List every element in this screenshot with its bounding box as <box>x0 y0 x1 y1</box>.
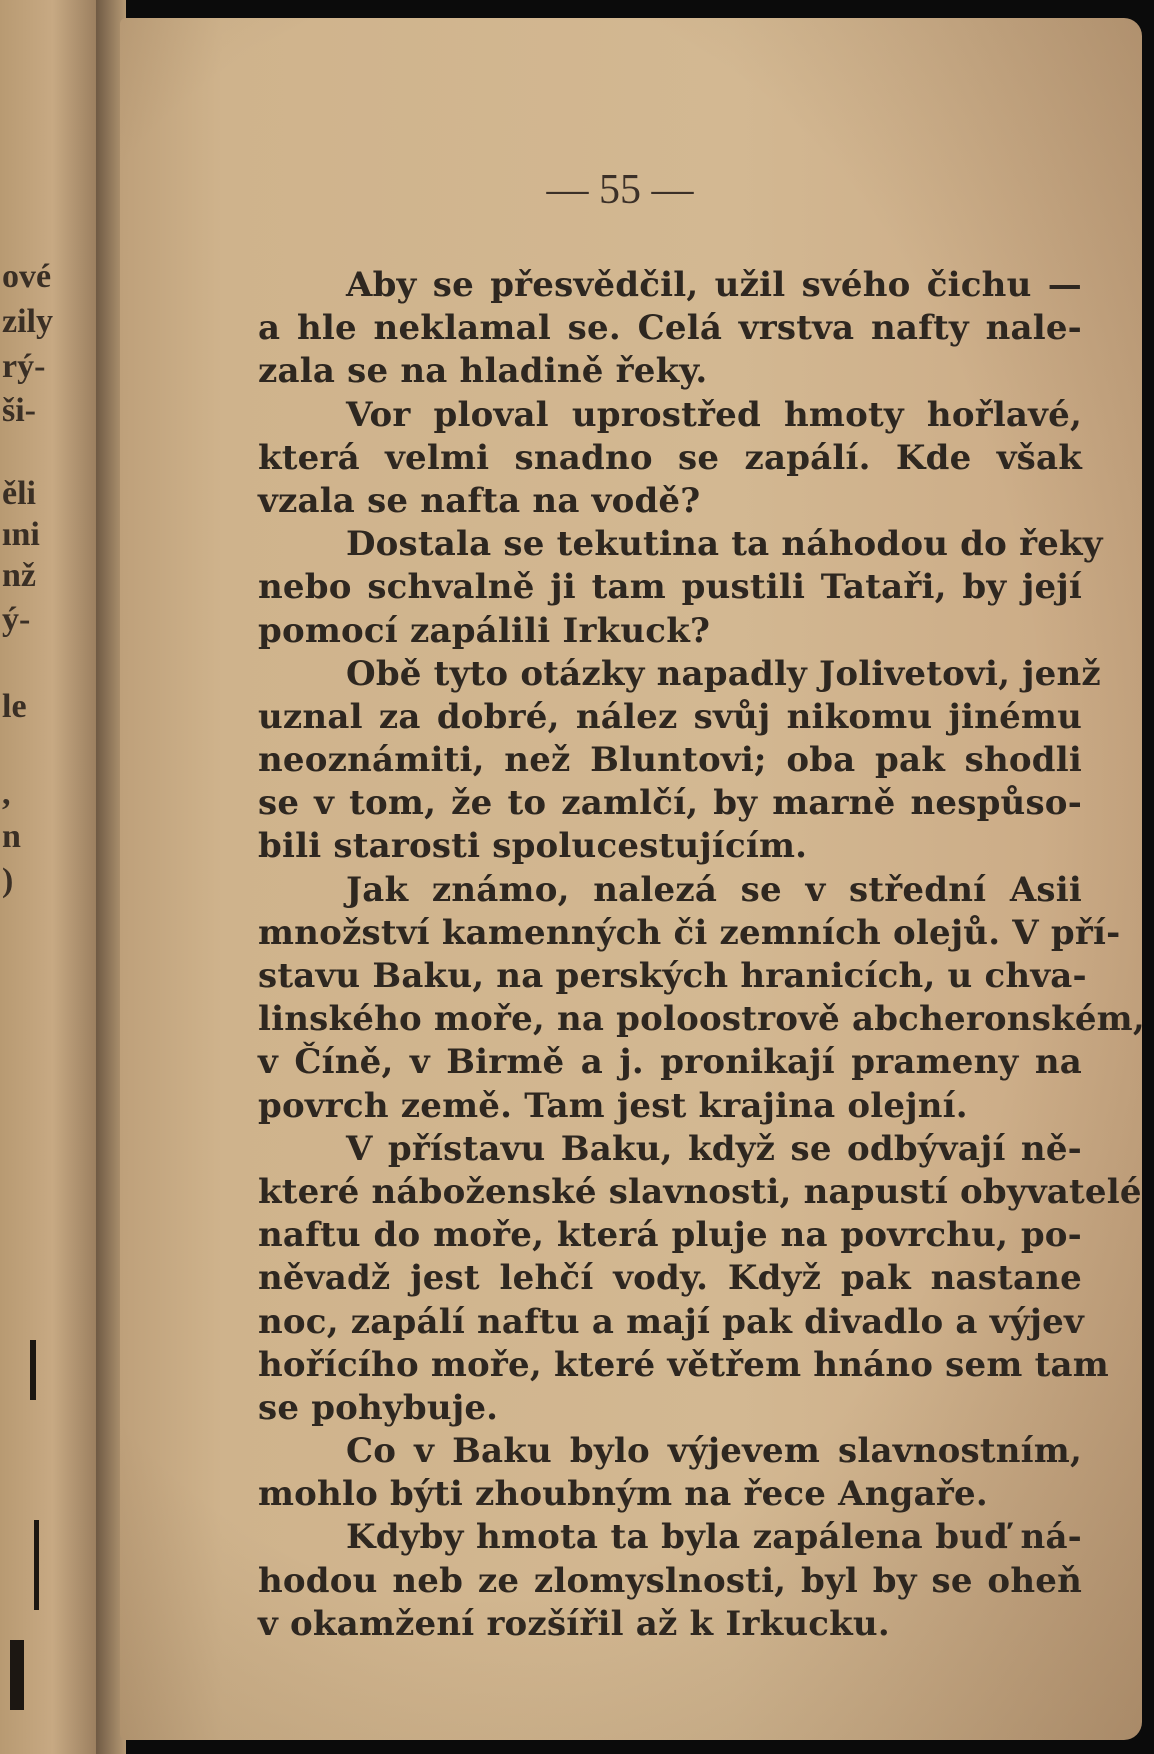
text-line: Co v Baku bylo výjevem slavnostním, <box>346 1431 1082 1472</box>
text-line: Kdyby hmota ta byla zapálena buď ná- <box>346 1517 1082 1558</box>
previous-page-fragment: ši- <box>2 392 36 429</box>
previous-page-fragment: ové <box>2 258 52 295</box>
previous-page-fragment: , <box>2 775 11 812</box>
text-line: nebo schvalně ji tam pustili Tataři, by její <box>258 567 1082 608</box>
previous-page-fragment: n <box>2 818 21 855</box>
previous-page-fragment: ) <box>2 862 14 899</box>
text-line: se pohybuje. <box>258 1387 499 1428</box>
text-line: V přístavu Baku, když se odbývají ně- <box>346 1128 1082 1169</box>
previous-page-fragment: ıni <box>2 516 40 553</box>
margin-mark <box>10 1640 24 1710</box>
text-line: stavu Baku, na perských hranicích, u chva- <box>258 956 1087 996</box>
text-line: povrch země. Tam jest krajina olejní. <box>258 1085 968 1126</box>
text-line: které náboženské slavnosti, napustí obyvatelé <box>258 1171 1142 1212</box>
text-line: Jak známo, nalezá se v střední Asii <box>346 869 1082 910</box>
text-line: linského moře, na poloostrově abcheronském, <box>258 999 1145 1040</box>
margin-mark <box>34 1520 39 1610</box>
text-line: neoznámiti, než Bluntovi; oba pak shodli <box>258 740 1082 781</box>
previous-page-fragment: zily <box>2 303 53 340</box>
text-line: množství kamenných či zemních olejů. V pří- <box>258 912 1121 953</box>
text-line: mohlo býti zhoubným na řece Angaře. <box>258 1474 988 1515</box>
page-number: — 55 — <box>546 167 694 213</box>
previous-page-fragment: ěli <box>2 475 36 512</box>
previous-page-fragment: nž <box>2 557 36 594</box>
text-line: a hle neklamal se. Celá vrstva nafty nale- <box>258 308 1082 349</box>
text-line: v okamžení rozšířil až k Irkucku. <box>258 1603 890 1644</box>
margin-mark <box>30 1340 36 1400</box>
text-line: v Číně, v Birmě a j. pronikají prameny na <box>258 1042 1082 1083</box>
previous-page-edge <box>0 0 96 1754</box>
text-line: se v tom, že to zamlčí, by marně nespůso- <box>258 783 1082 824</box>
text-line: vzala se nafta na vodě? <box>258 480 701 521</box>
text-line: Obě tyto otázky napadly Jolivetovi, jenž <box>346 653 1101 694</box>
book-page <box>120 18 1145 1740</box>
text-line: Dostala se tekutina ta náhodou do řeky <box>346 524 1103 565</box>
text-line: hořícího moře, které větřem hnáno sem tam <box>258 1344 1109 1385</box>
previous-page-fragment: le <box>2 688 27 725</box>
text-line: která velmi snadno se zapálí. Kde však <box>258 437 1082 478</box>
text-line: naftu do moře, která pluje na povrchu, po- <box>258 1215 1082 1256</box>
text-line: bili starosti spolucestujícím. <box>258 826 808 867</box>
text-line: uznal za dobré, nález svůj nikomu jinému <box>258 696 1082 737</box>
body-text <box>258 264 1145 1646</box>
text-line: pomocí zapálili Irkuck? <box>258 610 711 651</box>
text-line: zala se na hladině řeky. <box>258 351 708 392</box>
previous-page-fragment: rý- <box>2 348 46 385</box>
text-line: Aby se přesvědčil, užil svého čichu — <box>346 265 1082 305</box>
text-line: hodou neb ze zlomyslnosti, byl by se oheň <box>258 1560 1082 1601</box>
text-line: noc, zapálí naftu a mají pak divadlo a výjev <box>258 1301 1084 1342</box>
text-line: Vor ploval uprostřed hmoty hořlavé, <box>346 394 1082 435</box>
text-line: něvadž jest lehčí vody. Když pak nastane <box>258 1258 1082 1299</box>
previous-page-fragment: ý- <box>2 601 31 638</box>
